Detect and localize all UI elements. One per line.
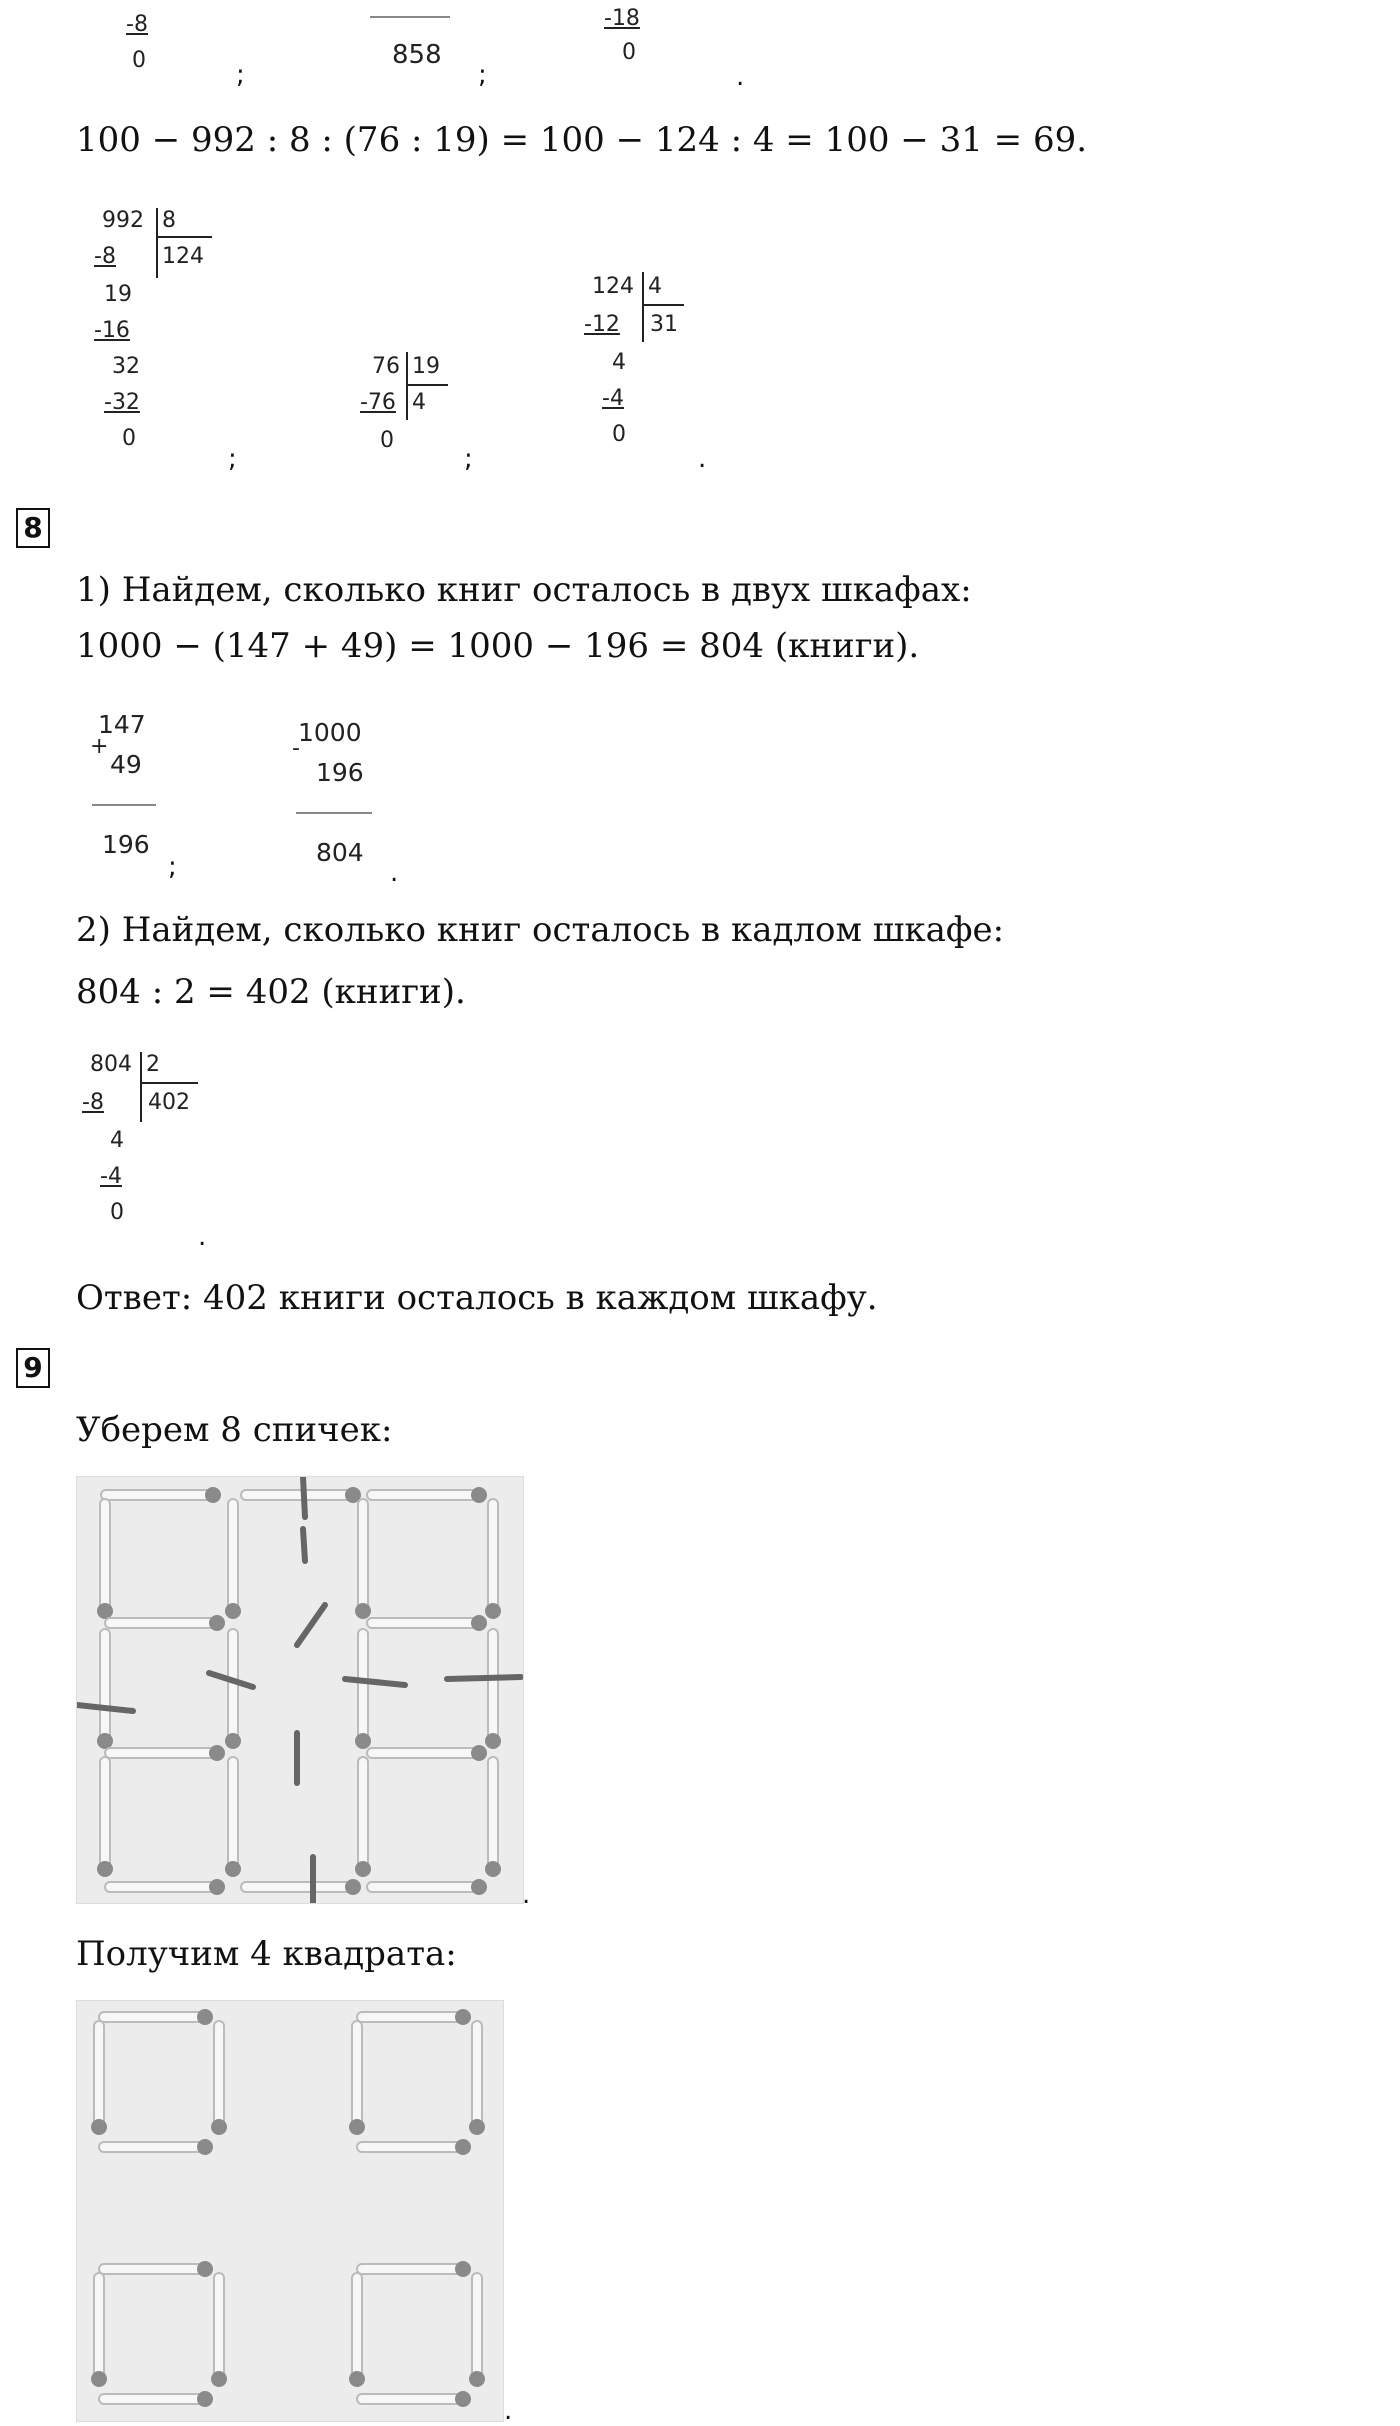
top-col3-sub: -18	[604, 6, 640, 31]
plus-sign: +	[90, 734, 109, 759]
difference: 804	[316, 838, 364, 867]
task-number-8: 8	[16, 508, 50, 548]
matchstick-grid-image	[76, 1476, 524, 1904]
matchstick-grid	[77, 1477, 523, 1903]
period: .	[698, 444, 707, 474]
top-col3-result: 0	[622, 40, 636, 65]
quotient: 31	[650, 312, 678, 337]
division-row: 0	[612, 422, 626, 447]
period: .	[390, 858, 399, 888]
difference-line	[296, 812, 372, 814]
dividend: 76	[372, 354, 400, 379]
separator: ;	[236, 60, 245, 90]
sum-line	[92, 804, 156, 806]
task8-equation2: 804 : 2 = 402 (книги).	[76, 972, 466, 1012]
sum-line	[370, 16, 450, 18]
division-row: 32	[112, 354, 140, 379]
division-bar	[140, 1052, 142, 1122]
division-row: 4	[110, 1128, 124, 1153]
task8-answer: Ответ: 402 книги осталось в каждом шкафу.	[76, 1278, 878, 1318]
division-row: 19	[104, 282, 132, 307]
divisor: 19	[412, 354, 440, 379]
task8-equation1: 1000 − (147 + 49) = 1000 − 196 = 804 (книги).	[76, 626, 920, 666]
period: .	[504, 2396, 513, 2426]
task9-text2: Получим 4 квадрата:	[76, 1934, 457, 1974]
divisor: 2	[146, 1052, 160, 1077]
division-row: -16	[94, 318, 130, 343]
division-row: -4	[100, 1164, 122, 1189]
quotient: 4	[412, 390, 426, 415]
minuend: 1000	[298, 718, 362, 747]
dividend: 804	[90, 1052, 132, 1077]
period: .	[522, 1880, 531, 1910]
four-squares	[77, 2001, 503, 2421]
division-row: 0	[122, 426, 136, 451]
division-row: -76	[360, 390, 396, 415]
task-number-9: 9	[16, 1348, 50, 1388]
subtrahend: 196	[316, 758, 364, 787]
separator: ;	[464, 444, 473, 474]
division-bar-h	[644, 304, 684, 306]
dividend: 124	[592, 274, 634, 299]
division-row: -8	[94, 244, 116, 269]
top-col1-result: 0	[132, 48, 146, 73]
division-row: -12	[584, 312, 620, 337]
task8-step2: 2) Найдем, сколько книг осталось в кадлом шкафе:	[76, 910, 1005, 950]
division-row: 0	[110, 1200, 124, 1225]
addend-1: 147	[98, 710, 146, 739]
four-squares-image	[76, 2000, 504, 2422]
addend-2: 49	[110, 750, 142, 779]
division-bar	[156, 208, 158, 278]
dividend: 992	[102, 208, 144, 233]
sum: 196	[102, 830, 150, 859]
separator: ;	[228, 444, 237, 474]
division-row: 4	[612, 350, 626, 375]
divisor: 8	[162, 208, 176, 233]
division-row: -32	[104, 390, 140, 415]
division-bar	[406, 352, 408, 420]
task8-step1: 1) Найдем, сколько книг осталось в двух шкафах:	[76, 570, 972, 610]
period: .	[198, 1222, 207, 1252]
separator: ;	[168, 852, 177, 882]
period: .	[736, 62, 745, 92]
division-bar-h	[142, 1082, 198, 1084]
quotient: 402	[148, 1090, 190, 1115]
division-bar-h	[158, 236, 212, 238]
top-col1-sub: -8	[126, 12, 148, 37]
top-col2-result: 858	[392, 40, 442, 70]
minus-sign: -	[292, 736, 300, 761]
division-row: -8	[82, 1090, 104, 1115]
division-row: 0	[380, 428, 394, 453]
equation-task7: 100 − 992 : 8 : (76 : 19) = 100 − 124 : 4 = 100 − 31 = 69.	[76, 120, 1088, 160]
task9-text1: Уберем 8 спичек:	[76, 1410, 393, 1450]
quotient: 124	[162, 244, 204, 269]
division-bar-h	[408, 384, 448, 386]
divisor: 4	[648, 274, 662, 299]
division-bar	[642, 272, 644, 342]
division-row: -4	[602, 386, 624, 411]
separator: ;	[478, 60, 487, 90]
